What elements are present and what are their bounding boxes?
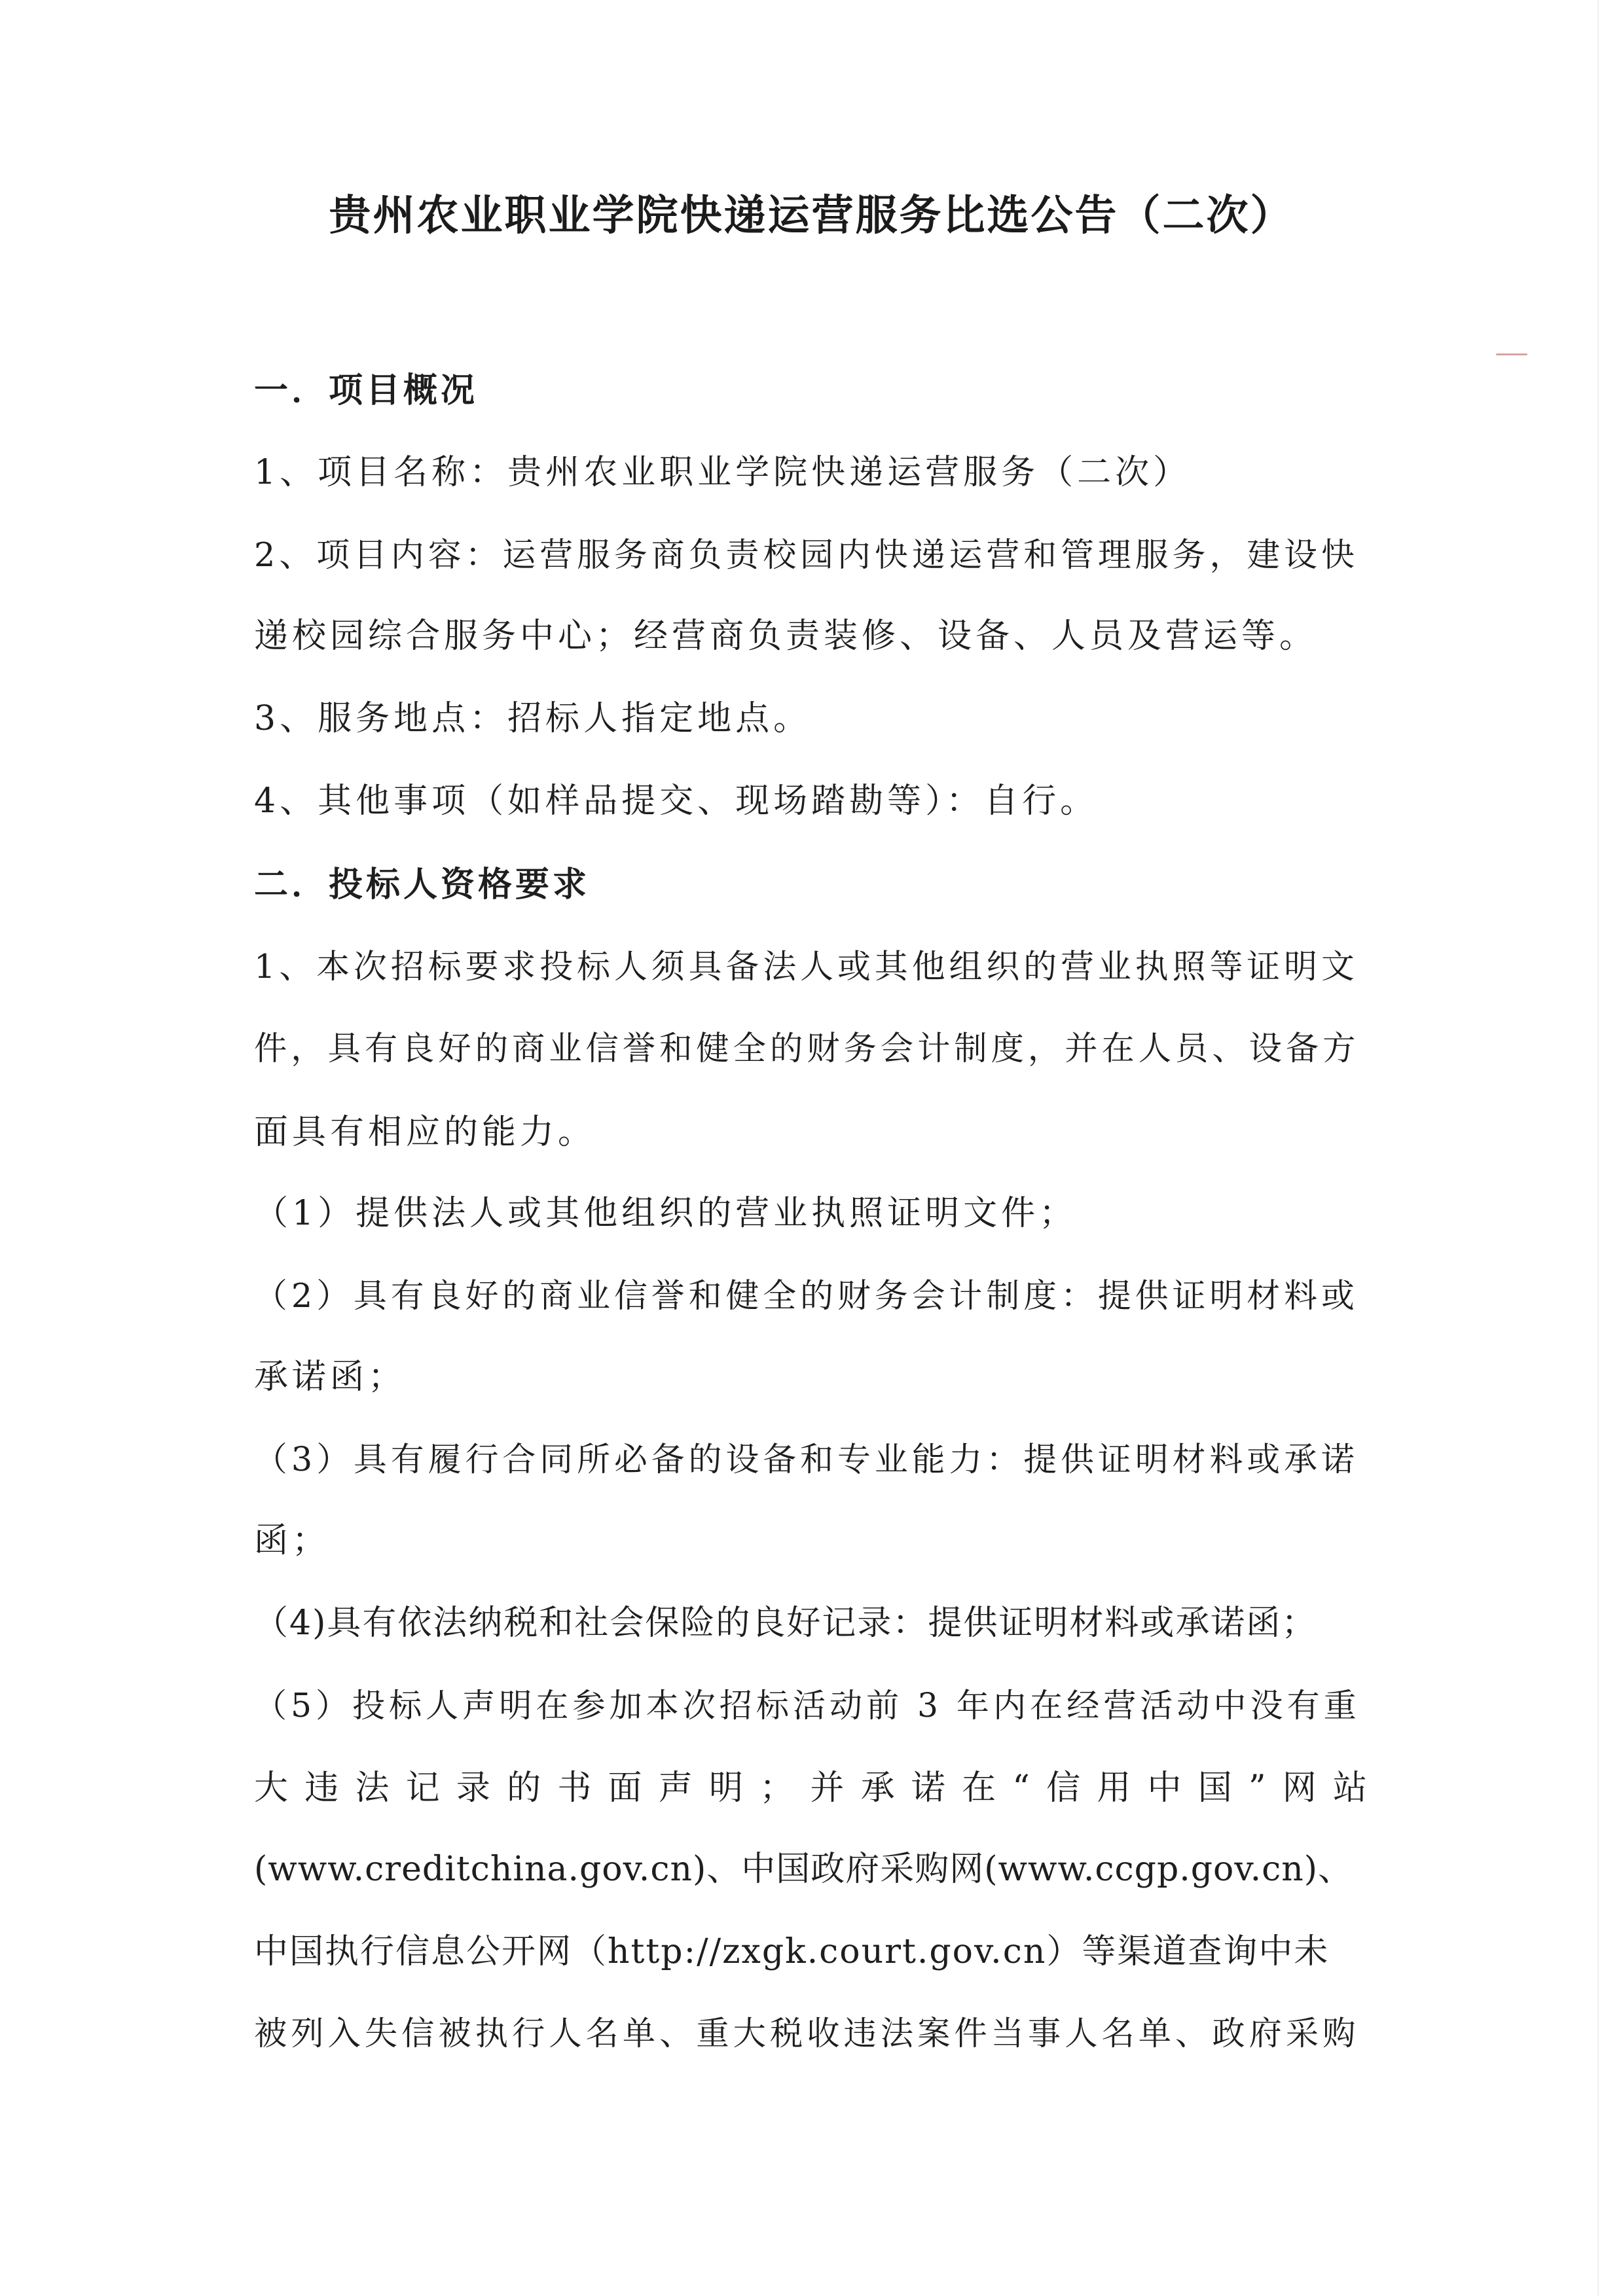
list-item-line: （2）具有良好的商业信誉和健全的财务会计制度：提供证明材料或 [254,1276,1359,1315]
paragraph-line: 1、项目名称：贵州农业职业学院快递运营服务（二次） [254,453,1192,492]
scan-mark [1496,353,1527,355]
paragraph-line: 面具有相应的能力。 [254,1113,596,1152]
paragraph-line: 递校园综合服务中心；经营商负责装修、设备、人员及营运等。 [254,617,1318,656]
list-item-line: （5）投标人声明在参加本次招标活动前 3 年内在经营活动中没有重 [254,1687,1360,1725]
section-heading-bidder-qualifications: 二．投标人资格要求 [254,865,591,905]
paragraph-line: 件，具有良好的商业信誉和健全的财务会计制度，并在人员、设备方 [254,1029,1360,1067]
list-item-line: 大违法记录的书面声明；并承诺在“信用中国”网站 [254,1768,1367,1808]
paragraph-line: 2、项目内容：运营服务商负责校园内快递运营和管理服务，建设快 [254,535,1359,574]
paragraph-line: 3、服务地点：招标人指定地点。 [254,699,812,738]
list-item-line: （4)具有依法纳税和社会保险的良好记录：提供证明材料或承诺函； [254,1604,1317,1643]
list-item-line: 被列入失信被执行人名单、重大税收违法案件当事人名单、政府采购 [254,2014,1360,2053]
document-title: 贵州农业职业学院快递运营服务比选公告（二次） [329,191,1294,240]
scan-edge-shadow [1597,0,1599,2296]
paragraph-line: 4、其他事项（如样品提交、现场踏勘等）：自行。 [254,781,1099,821]
list-item-line: 函； [254,1521,331,1560]
list-item-line: 承诺函； [254,1357,407,1397]
list-item-line: 中国执行信息公开网（http://zxgk.court.gov.cn）等渠道查询中未 [254,1932,1330,1971]
list-item-line: （3）具有履行合同所必备的设备和专业能力：提供证明材料或承诺 [254,1440,1359,1479]
section-heading-project-overview: 一．项目概况 [254,370,479,410]
paragraph-line: 1、本次招标要求投标人须具备法人或其他组织的营业执照等证明文 [254,947,1359,986]
list-item-line: （1）提供法人或其他组织的营业执照证明文件； [254,1194,1078,1233]
list-item-line: (www.creditchina.gov.cn)、中国政府采购网(www.ccgp.gov.cn)、 [254,1850,1353,1889]
